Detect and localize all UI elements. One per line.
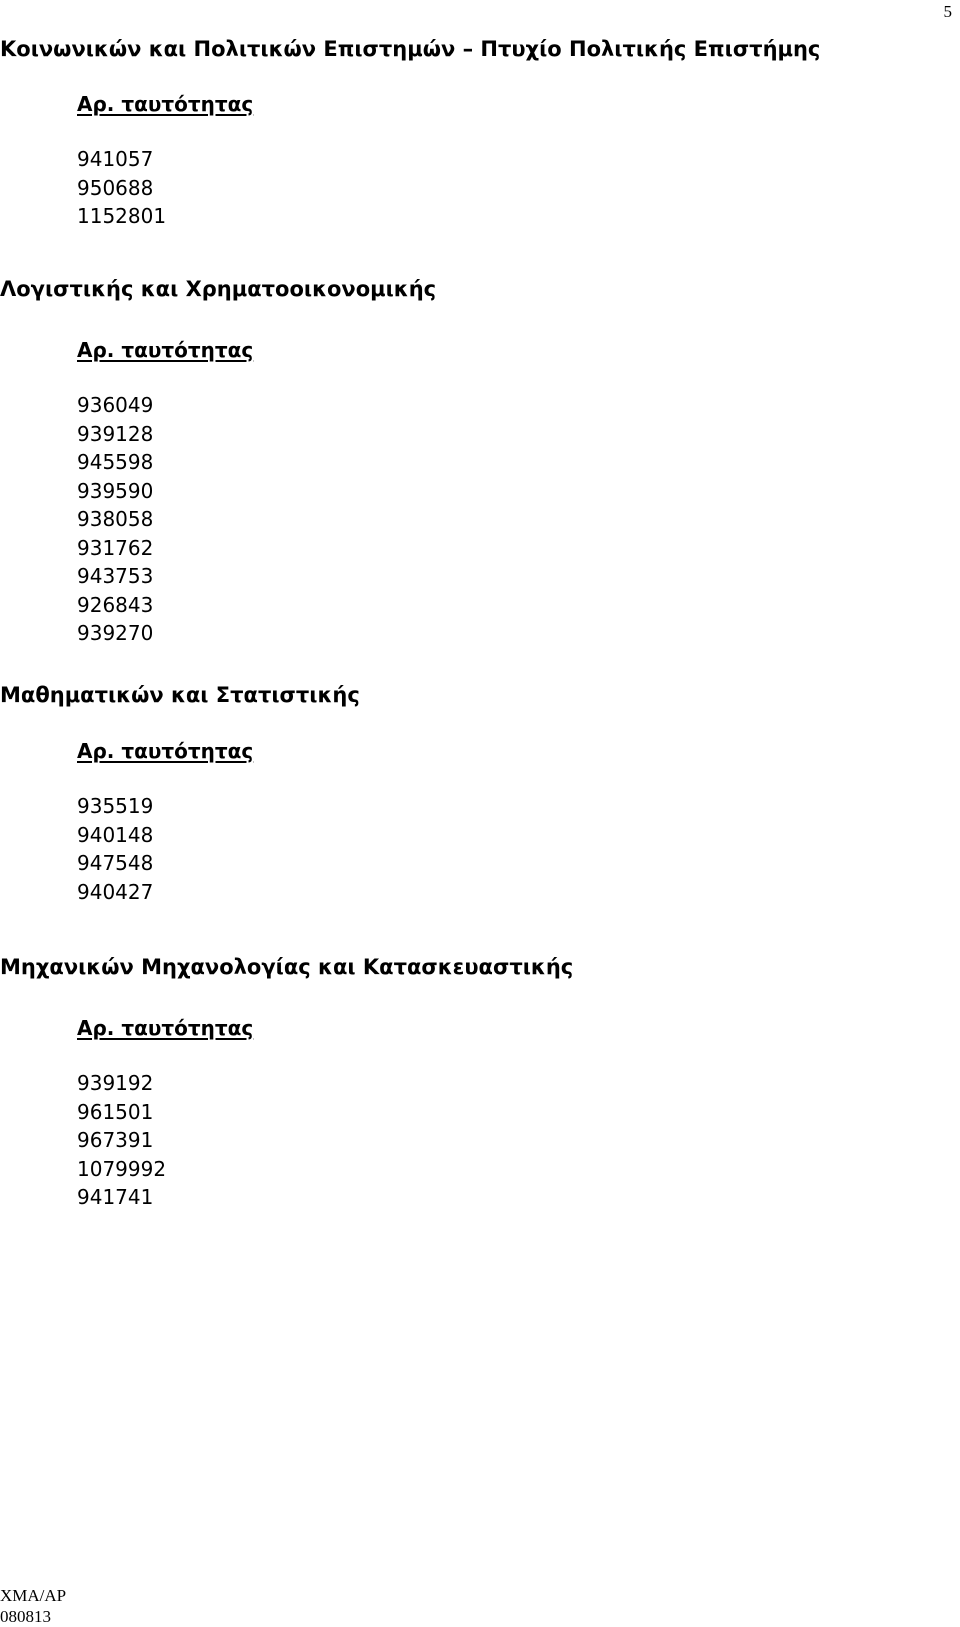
id-list	[77, 1069, 166, 1212]
id-number: 1152801	[77, 204, 167, 228]
id-number: 935519	[77, 794, 154, 818]
id-number: 940427	[77, 879, 154, 904]
id-list	[77, 792, 153, 906]
section-heading: Κοινωνικών και Πολιτικών Επιστημών – Πτυχίο Πολιτικής Επιστήμης	[0, 37, 821, 61]
id-number: 939590	[77, 478, 154, 503]
id-number: 941057	[77, 147, 154, 171]
id-number: 939270	[77, 621, 154, 645]
id-number: 961501	[77, 1099, 154, 1124]
id-number: 1079992	[77, 1156, 167, 1181]
id-number: 945598	[77, 450, 154, 474]
footer-reference: ΧΜΑ/ΑΡ	[0, 1586, 67, 1605]
id-column-label: Αρ. ταυτότητας	[77, 338, 254, 362]
id-number: 940148	[77, 822, 154, 847]
id-number: 943753	[77, 564, 154, 588]
id-number: 941741	[77, 1185, 154, 1209]
id-number: 939128	[77, 421, 154, 446]
id-number: 967391	[77, 1128, 154, 1152]
section-heading: Μηχανικών Μηχανολογίας και Κατασκευαστικής	[0, 955, 574, 979]
id-number: 936049	[77, 393, 154, 417]
id-number: 939192	[77, 1071, 154, 1095]
id-column-label: Αρ. ταυτότητας	[77, 1016, 254, 1040]
page-number: 5	[943, 2, 952, 21]
id-number: 950688	[77, 175, 154, 200]
id-list	[77, 391, 153, 648]
id-number: 926843	[77, 592, 154, 617]
id-number: 938058	[77, 507, 154, 531]
id-list	[77, 145, 166, 231]
id-column-label: Αρ. ταυτότητας	[77, 739, 254, 763]
document-footer	[0, 1585, 66, 1627]
id-column-label: Αρ. ταυτότητας	[77, 92, 254, 116]
section-heading: Λογιστικής και Χρηματοοικονομικής	[0, 277, 437, 301]
section-heading: Μαθηματικών και Στατιστικής	[0, 683, 360, 707]
id-number: 947548	[77, 851, 154, 875]
id-number: 931762	[77, 535, 154, 560]
footer-code: 080813	[0, 1607, 51, 1626]
